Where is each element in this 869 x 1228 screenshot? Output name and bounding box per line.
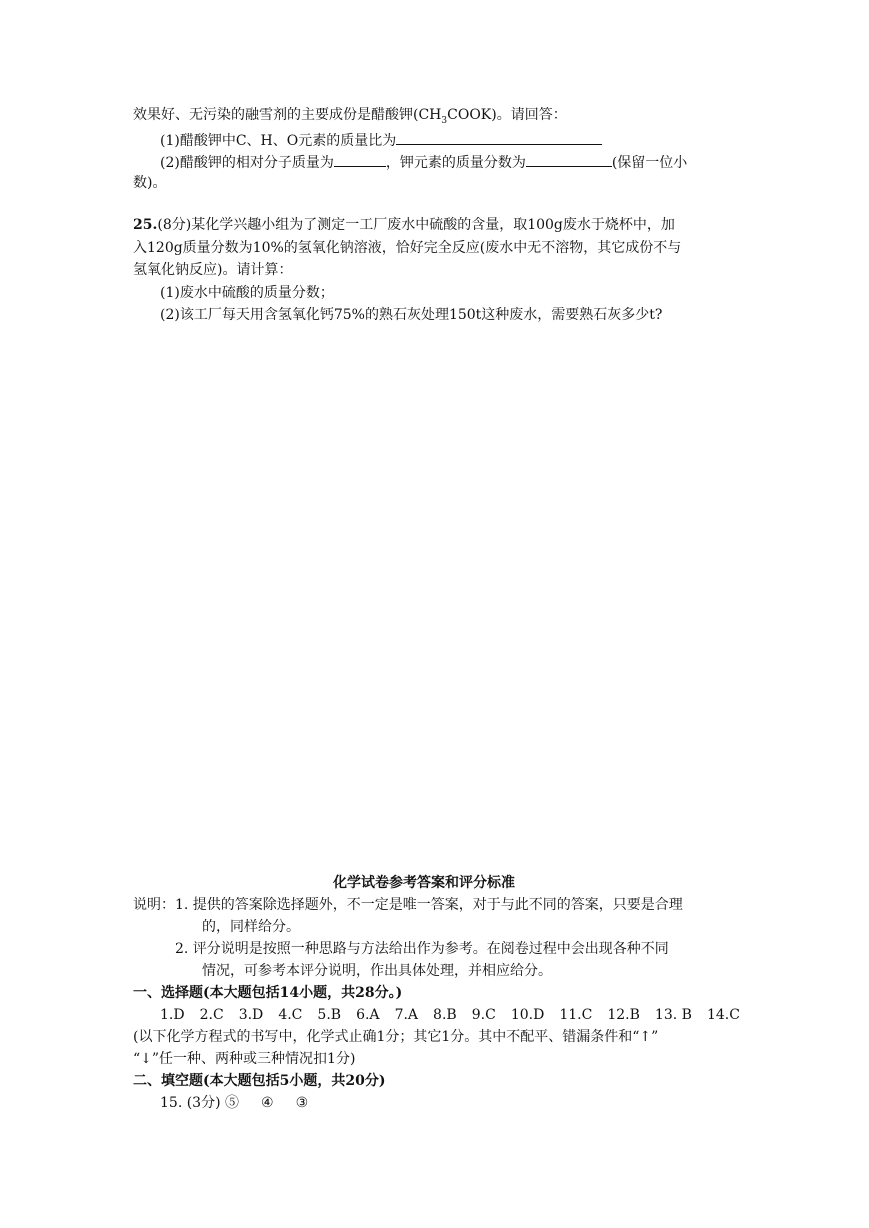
choice-answer: 9.C [471,1007,496,1023]
q24-part2-blank-mass[interactable] [334,152,386,167]
q24-part1-text: (1)醋酸钾中C、H、O元素的质量比为 [160,133,397,149]
choice-answer: 14.C [706,1007,740,1023]
q25-line1-text: (8分)某化学兴趣小组为了测定一工厂废水中硫酸的含量，取100g废水于烧杯中，加 [157,217,675,233]
q15-answer: ⑤ [225,1095,239,1111]
answers-equation-note2: “↓”任一种、两种或三种情况扣1分) [133,1051,356,1067]
q25-part1: (1)废水中硫酸的质量分数； [160,285,334,301]
choice-answer: 5.B [317,1007,342,1023]
q25-line2: 入120g质量分数为10%的氢氧化钠溶液，恰好完全反应(废水中无不溶物，其它成份不与 [133,240,682,256]
q24-part2 [160,152,687,172]
choice-answer: 6.A [356,1007,380,1023]
q25-part2: (2)该工厂每天用含氢氧化钙75%的熟石灰处理150t这种废水，需要熟石灰多少t? [160,307,663,323]
q24-intro-subscript: 3 [441,115,448,126]
q25-number: 25. [133,217,158,233]
q24-intro-text-b: COOK)。请回答： [447,107,567,123]
answers-note1-wrap: 的，同样给分。 [202,919,300,935]
q24-part2-wrap: 数)。 [133,175,167,191]
q24-part2-text-a: (2)醋酸钾的相对分子质量为 [160,155,334,171]
choice-answer: 11.C [559,1007,593,1023]
answers-section2-title: 二、填空题(本大题包括5小题，共20分) [133,1073,386,1089]
answers-q15 [160,1094,308,1112]
answers-section1-title: 一、选择题(本大题包括14小题，共28分。) [133,985,403,1001]
choice-answer: 7.A [394,1007,419,1023]
choice-answer: 3.D [238,1007,264,1023]
q15-answer: ③ [295,1095,309,1111]
answers-choice-list [160,1006,740,1024]
choice-answer: 2.C [199,1007,224,1023]
q24-part1 [160,130,602,150]
answers-note-label: 说明： [133,897,175,913]
q24-intro-text-a: 效果好、无污染的融雪剂的主要成份是醋酸钾(CH [133,107,442,123]
q24-part1-blank[interactable] [396,130,602,145]
q15-label: 15. (3分) [160,1095,221,1111]
q24-intro [133,106,567,130]
answers-note1 [133,896,683,914]
choice-answer: 4.C [278,1007,303,1023]
q24-part2-text-b: ，钾元素的质量分数为 [385,155,526,171]
choice-answer: 10.D [510,1007,545,1023]
q15-answer: ④ [261,1095,274,1111]
choice-answer: 1.D [160,1007,185,1023]
choice-answer: 13. B [654,1007,692,1023]
answers-title: 化学试卷参考答案和评分标准 [333,875,515,891]
q24-part2-blank-fraction[interactable] [526,152,612,167]
q25-line1 [133,216,675,234]
answers-note1-text: 1. 提供的答案除选择题外，不一定是唯一答案，对于与此不同的答案，只要是合理 [175,897,683,913]
answers-equation-note1: (以下化学方程式的书写中，化学式止确1分；其它1分。其中不配平、错漏条件和“↑” [133,1029,659,1045]
choice-answer: 8.B [433,1007,457,1023]
answers-note2-wrap: 情况，可参考本评分说明，作出具体处理，并相应给分。 [202,963,552,979]
answers-note2: 2. 评分说明是按照一种思路与方法给出作为参考。在阅卷过程中会出现各种不同 [175,941,669,957]
q24-part2-text-c: (保留一位小 [611,155,688,171]
q25-line3: 氢氧化钠反应)。请计算： [133,262,293,278]
choice-answer: 12.B [607,1007,640,1023]
